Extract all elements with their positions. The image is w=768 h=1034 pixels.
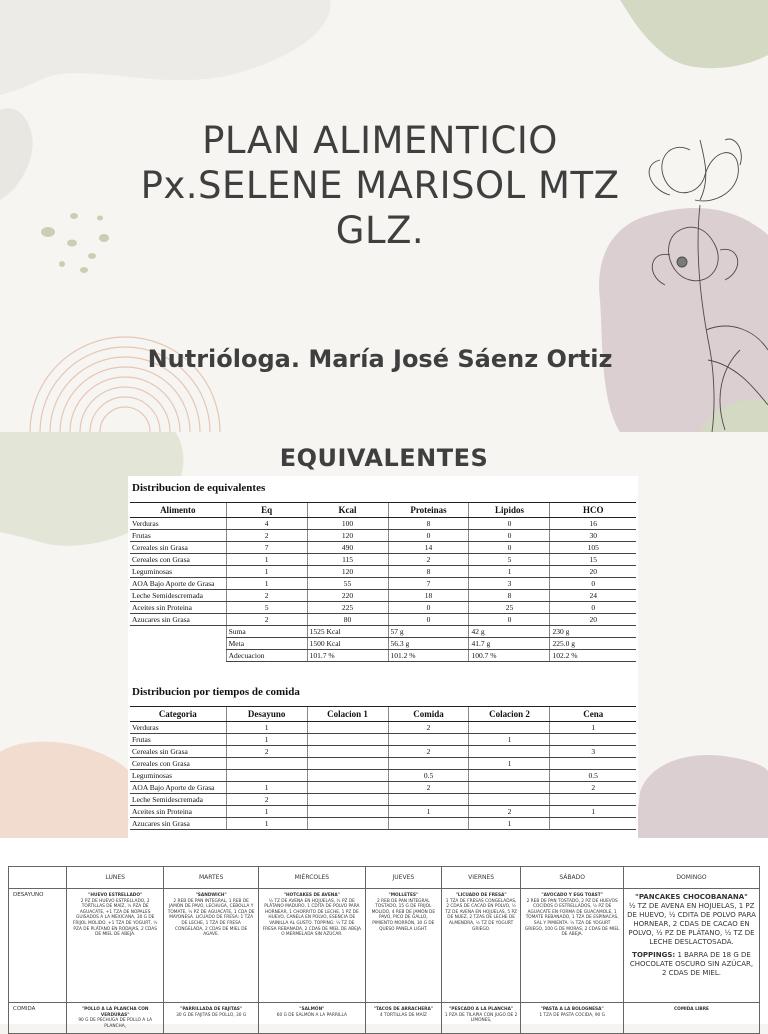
table-row: [130, 746, 636, 758]
table-cell: 4: [226, 518, 307, 530]
summary-cell: Suma: [226, 626, 307, 638]
table-cell: 14: [388, 542, 469, 554]
table-row: [130, 758, 636, 770]
table-cell: [388, 794, 469, 806]
table-cell: 0: [469, 542, 550, 554]
table-header: Categoria: [130, 707, 226, 722]
table-cell: 1: [469, 818, 550, 830]
table-cell: 16: [550, 518, 636, 530]
corner-cell: [9, 867, 67, 889]
menu-cell: [441, 889, 520, 1003]
table-header-row: [130, 503, 636, 518]
table-cell: [307, 734, 388, 746]
title-line-1: PLAN ALIMENTICIO: [202, 119, 558, 162]
table-cell: 2: [226, 794, 307, 806]
table-cell: Leche Semidescremada: [130, 794, 226, 806]
table-header-row: [130, 707, 636, 722]
table-cell: Frutas: [130, 734, 226, 746]
dish-title: COMIDA LIBRE: [674, 1007, 709, 1012]
table-cell: [307, 758, 388, 770]
equivalents-document: [128, 476, 638, 838]
table-cell: 220: [307, 590, 388, 602]
dish-description: 90 G DE PECHUGA DE POLLO A LA PLANCHA,: [78, 1018, 153, 1029]
table-cell: 0.5: [550, 770, 636, 782]
table2-title: Distribucion por tiempos de comida: [132, 686, 300, 698]
table-cell: Aceites sin Proteina: [130, 602, 226, 614]
blank-cell: [130, 638, 226, 650]
table-header: Desayuno: [226, 707, 307, 722]
table-row: [130, 566, 636, 578]
table-row: [130, 734, 636, 746]
summary-row: [130, 650, 636, 662]
table-cell: AOA Bajo Aporte de Grasa: [130, 578, 226, 590]
table-cell: Frutas: [130, 530, 226, 542]
weekly-menu-table: [8, 866, 760, 1034]
table-row: [130, 578, 636, 590]
equivalents-slide: [0, 432, 768, 838]
table-cell: 8: [469, 590, 550, 602]
summary-row: [130, 638, 636, 650]
dish-title: "HOTCAKES DE AVENA": [283, 893, 340, 898]
menu-cell: [624, 889, 760, 1003]
summary-cell: 100.7 %: [469, 650, 550, 662]
table-cell: 2: [226, 530, 307, 542]
table-cell: [388, 818, 469, 830]
toppings-text: 1 BARRA DE 18 G DE CHOCOLATE OSCURO SIN AZÚCAR, 2 CDAS DE MIEL.: [629, 951, 754, 977]
table-row: [130, 554, 636, 566]
table-header: Kcal: [307, 503, 388, 518]
table1-title: Distribucion de equivalentes: [132, 482, 266, 494]
table-row: [130, 782, 636, 794]
table-cell: Cereales con Grasa: [130, 554, 226, 566]
dish-description: 2 REB DE PAN INTEGRAL TOSTADO, 15 G DE FRIJOL MOLIDO, 4 REB DE JAMÓN DE PAVO, PICO DE GALLO, PIMIENTO MORRÓN, 30 G DE QUESO PANELA LIGHT.: [371, 898, 436, 932]
table-cell: 15: [550, 554, 636, 566]
table-cell: 55: [307, 578, 388, 590]
table-cell: 7: [388, 578, 469, 590]
table-cell: 24: [550, 590, 636, 602]
table-header: Proteinas: [388, 503, 469, 518]
day-header-1: LUNES: [67, 867, 164, 889]
table-cell: 2: [388, 722, 469, 734]
table-row: [130, 794, 636, 806]
summary-row: [130, 626, 636, 638]
table-cell: Cereales sin Grasa: [130, 542, 226, 554]
table-cell: Aceites sin Proteina: [130, 806, 226, 818]
menu-cell: [258, 889, 365, 1003]
table-cell: 120: [307, 530, 388, 542]
table-header: Cena: [550, 707, 636, 722]
day-header-4: JUEVES: [365, 867, 441, 889]
summary-cell: 56.3 g: [388, 638, 469, 650]
table-cell: 0.5: [388, 770, 469, 782]
dish-title: "PARRILLADA DE FAJITAS": [180, 1007, 243, 1012]
table-cell: 1: [469, 758, 550, 770]
table-cell: [388, 758, 469, 770]
table-cell: [469, 770, 550, 782]
table-row: [130, 542, 636, 554]
table-row: [130, 602, 636, 614]
summary-cell: 57 g: [388, 626, 469, 638]
table-header: Colacion 2: [469, 707, 550, 722]
table-cell: 0: [550, 602, 636, 614]
menu-cell: [441, 1003, 520, 1034]
table-cell: 120: [307, 566, 388, 578]
table-cell: [550, 818, 636, 830]
table-cell: [307, 782, 388, 794]
meal-distribution-table: [130, 706, 636, 830]
summary-cell: 41.7 g: [469, 638, 550, 650]
section-heading: EQUIVALENTES: [279, 444, 489, 472]
table-cell: 1: [226, 554, 307, 566]
table-header: Eq: [226, 503, 307, 518]
dish-description: 4 TORTILLAS DE MAÍZ: [379, 1012, 427, 1018]
summary-cell: 1525 Kcal: [307, 626, 388, 638]
dish-title: "HUEVO ESTRELLADO": [88, 893, 143, 898]
table-cell: 2: [388, 554, 469, 566]
toppings-label: TOPPINGS:: [632, 951, 676, 959]
day-header-2: MARTES: [164, 867, 259, 889]
dish-title: "LICUADO DE FRESA": [455, 893, 507, 898]
summary-cell: 1500 Kcal: [307, 638, 388, 650]
table-cell: 1: [226, 578, 307, 590]
meal-row: [9, 889, 760, 1003]
table-header: HCO: [550, 503, 636, 518]
table-cell: 1: [226, 806, 307, 818]
table-cell: [226, 758, 307, 770]
table-row: [130, 530, 636, 542]
table-cell: [307, 722, 388, 734]
table-cell: 2: [550, 782, 636, 794]
dish-title: "POLLO A LA PLANCHA CON VERDURAS": [81, 1007, 149, 1018]
table-cell: 1: [226, 722, 307, 734]
menu-cell: [164, 1003, 259, 1034]
dish-title: "AVOCADO Y EGG TOAST": [541, 893, 603, 898]
table-cell: Cereales con Grasa: [130, 758, 226, 770]
menu-cell: [521, 1003, 624, 1034]
table-header: Lipidos: [469, 503, 550, 518]
dish-description: ½ TZ DE AVENA EN HOJUELAS, ½ PZ DE PLÁTANO MADURO, 1 CDITA DE POLVO PARA HORNEAR, 1 CHORRITO DE LECHE, 1 PZ DE HUEVO, CANELA EN POLVO, ESENCIA DE VAINILLA AL GUSTO. TOPPING: ½ TZ DE FRESA REBANADA, 2 CDAS DE MIEL DE ABEJA O MERMELADA SIN AZÚCAR.: [262, 898, 361, 938]
table-cell: 20: [550, 614, 636, 626]
table-row: [130, 806, 636, 818]
day-header-6: SÁBADO: [521, 867, 624, 889]
table-cell: 80: [307, 614, 388, 626]
table-cell: 1: [469, 734, 550, 746]
dish-title: "PESCADO A LA PLANCHA": [449, 1007, 514, 1012]
table-cell: 100: [307, 518, 388, 530]
menu-cell: [258, 1003, 365, 1034]
table-cell: 30: [550, 530, 636, 542]
summary-cell: 102.2 %: [550, 650, 636, 662]
table-cell: [469, 722, 550, 734]
table-cell: 5: [226, 602, 307, 614]
meal-label: DESAYUNO: [9, 889, 67, 1003]
table-cell: [388, 734, 469, 746]
menu-cell: [67, 1003, 164, 1034]
table-cell: [469, 782, 550, 794]
table-cell: 3: [469, 578, 550, 590]
meal-label: COMIDA: [9, 1003, 67, 1034]
table-cell: 1: [226, 734, 307, 746]
table-cell: [307, 806, 388, 818]
table-cell: [550, 758, 636, 770]
cover-slide: [0, 0, 768, 432]
table-cell: 0: [388, 614, 469, 626]
dish-title: "SANDWICH": [195, 893, 227, 898]
table-cell: 1: [226, 566, 307, 578]
table-cell: 0: [388, 530, 469, 542]
day-header-5: VIERNES: [441, 867, 520, 889]
table-cell: 2: [469, 806, 550, 818]
dish-description: 2 REB DE PAN INTEGRAL, 1 REB DE JAMÓN DE PAVO, LECHUGA, CEBOLLA Y TOMATE, ½ PZ DE AGUACATE, 1 CDA DE MAYONESA. LICUADO DE FRESA: 1 TZA DE LECHE, 1 TZA DE FRESA CONGELADA, 2 CDAS DE MIEL DE AGAVE.: [167, 898, 255, 938]
dish-description: 30 G DE FAJITAS DE POLLO, 30 G: [176, 1012, 247, 1018]
summary-cell: 101.2 %: [388, 650, 469, 662]
dish-title: "PANCAKES CHOCOBANANA": [635, 893, 748, 901]
table-cell: 2: [388, 746, 469, 758]
dish-title: "MOLLETES": [388, 893, 419, 898]
table-cell: 20: [550, 566, 636, 578]
table-cell: 0: [469, 614, 550, 626]
dish-description: 1 TZA DE PASTA COCIDA, 90 G: [539, 1012, 605, 1018]
table-cell: 18: [388, 590, 469, 602]
day-header-7: DOMINGO: [624, 867, 760, 889]
summary-cell: Meta: [226, 638, 307, 650]
table-cell: 0: [469, 530, 550, 542]
title-line-3: GLZ.: [335, 209, 425, 252]
table-row: [130, 722, 636, 734]
menu-cell: [365, 889, 441, 1003]
table-cell: [226, 770, 307, 782]
table-cell: Verduras: [130, 722, 226, 734]
table-cell: 225: [307, 602, 388, 614]
summary-cell: 42 g: [469, 626, 550, 638]
meal-row: [9, 1003, 760, 1034]
table-cell: 7: [226, 542, 307, 554]
table-cell: 2: [226, 746, 307, 758]
day-header-3: MIÉRCOLES: [258, 867, 365, 889]
summary-cell: 225.0 g: [550, 638, 636, 650]
table-cell: 8: [388, 566, 469, 578]
dish-title: "SALMÓN": [299, 1007, 325, 1012]
table-cell: 490: [307, 542, 388, 554]
dish-description: 60 G DE SALMÓN A LA PARRILLA: [276, 1012, 347, 1018]
summary-cell: Adecuacion: [226, 650, 307, 662]
dish-description: 1 TZA DE FRESAS CONGELADAS, 2 CDAS DE CACAO EN POLVO, ½ TZ DE AVENA EN HOJUELAS, 5 PZ DE NUEZ, 2 TZAS DE LECHE DE ALMENDRA, ½ TZ DE YOGURT GRIEGO.: [445, 898, 517, 932]
table-cell: 1: [226, 818, 307, 830]
table-cell: 0: [550, 578, 636, 590]
table-cell: 115: [307, 554, 388, 566]
menu-cell: [521, 889, 624, 1003]
equivalents-table: [130, 502, 636, 662]
table-row: [130, 518, 636, 530]
dish-description: 2 PZ DE HUEVO ESTRELLADO, 2 TORTILLAS DE MAÍZ, ½ PZA DE AGUACATE, +1 TZA DE NOPALES GUISADOS A LA MEXICANA, 30 G DE FRIJOL MOLIDO. +1 TZA DE YOGURT, ½ PZA DE PLÁTANO EN RODAJAS, 2 CDAS DE MIEL DE ABEJA.: [72, 898, 158, 938]
table-header: Colacion 1: [307, 707, 388, 722]
table-cell: Leche Semidescremada: [130, 590, 226, 602]
plan-title: [100, 118, 660, 253]
table-cell: Verduras: [130, 518, 226, 530]
title-line-2: Px.SELENE MARISOL MTZ: [140, 164, 620, 207]
table-cell: 8: [388, 518, 469, 530]
blank-cell: [130, 650, 226, 662]
table-row: [130, 818, 636, 830]
dish-description: 1 PZA DE TILAPIA CON JUGO DE 2 LIMONES,: [444, 1012, 518, 1024]
table-cell: 3: [550, 746, 636, 758]
table-header-row: [9, 867, 760, 889]
table-cell: [307, 746, 388, 758]
table-cell: 2: [226, 590, 307, 602]
table-cell: 5: [469, 554, 550, 566]
table-cell: [469, 746, 550, 758]
table-cell: [307, 794, 388, 806]
dish-title: "PASTA A LA BOLOGNESA": [540, 1007, 604, 1012]
table-cell: Azucares sin Grasa: [130, 614, 226, 626]
table-cell: 1: [388, 806, 469, 818]
dish-toppings: [627, 951, 756, 978]
table-row: [130, 770, 636, 782]
table-row: [130, 590, 636, 602]
summary-cell: 230 g: [550, 626, 636, 638]
table-cell: 0: [469, 518, 550, 530]
summary-cell: 101.7 %: [307, 650, 388, 662]
table-cell: 1: [550, 722, 636, 734]
dish-description: ½ TZ DE AVENA EN HOJUELAS, 1 PZ DE HUEVO, ½ CDITA DE POLVO PARA HORNEAR, 2 CDAS DE CACAO EN POLVO, ½ PZ DE PLÁTANO, ½ TZ DE LECHE DESLACTOSADA.: [627, 902, 756, 946]
table-cell: [550, 794, 636, 806]
table-header: Comida: [388, 707, 469, 722]
nutritionist-name: Nutrióloga. María José Sáenz Ortiz: [147, 345, 613, 373]
weekly-menu-slide: [0, 838, 768, 1029]
dish-title: "TACOS DE ARRACHERA": [373, 1007, 434, 1012]
table-cell: Cereales sin Grasa: [130, 746, 226, 758]
blank-cell: [130, 626, 226, 638]
table-cell: 1: [469, 566, 550, 578]
table-cell: [307, 818, 388, 830]
table-cell: 105: [550, 542, 636, 554]
table-cell: 25: [469, 602, 550, 614]
table-cell: Azucares sin Grasa: [130, 818, 226, 830]
menu-cell: [624, 1003, 760, 1034]
table-cell: AOA Bajo Aporte de Grasa: [130, 782, 226, 794]
menu-cell: [164, 889, 259, 1003]
table-cell: 0: [388, 602, 469, 614]
table-cell: [307, 770, 388, 782]
table-cell: 2: [226, 614, 307, 626]
table-cell: [469, 794, 550, 806]
dish-description: 2 REB DE PAN TOSTADO, 2 PZ DE HUEVOS COCIDOS O ESTRELLADOS, ½ PZ DE AGUACATE EN FORMA DE GUACAMOLE, 1 TOMATE REBANADO, 1 TZA DE ESPINACAS, SAL Y PIMIENTA. ½ TZA DE YOGURT GRIEGO, 100 G DE MORAS, 2 CDAS DE MIEL DE ABEJA.: [524, 898, 620, 938]
table-cell: 1: [550, 806, 636, 818]
table-cell: [550, 734, 636, 746]
table-cell: Leguminosas: [130, 566, 226, 578]
table-cell: 1: [226, 782, 307, 794]
table-cell: 2: [388, 782, 469, 794]
table-header: Alimento: [130, 503, 226, 518]
table-cell: Leguminosas: [130, 770, 226, 782]
menu-cell: [67, 889, 164, 1003]
menu-cell: [365, 1003, 441, 1034]
table-row: [130, 614, 636, 626]
